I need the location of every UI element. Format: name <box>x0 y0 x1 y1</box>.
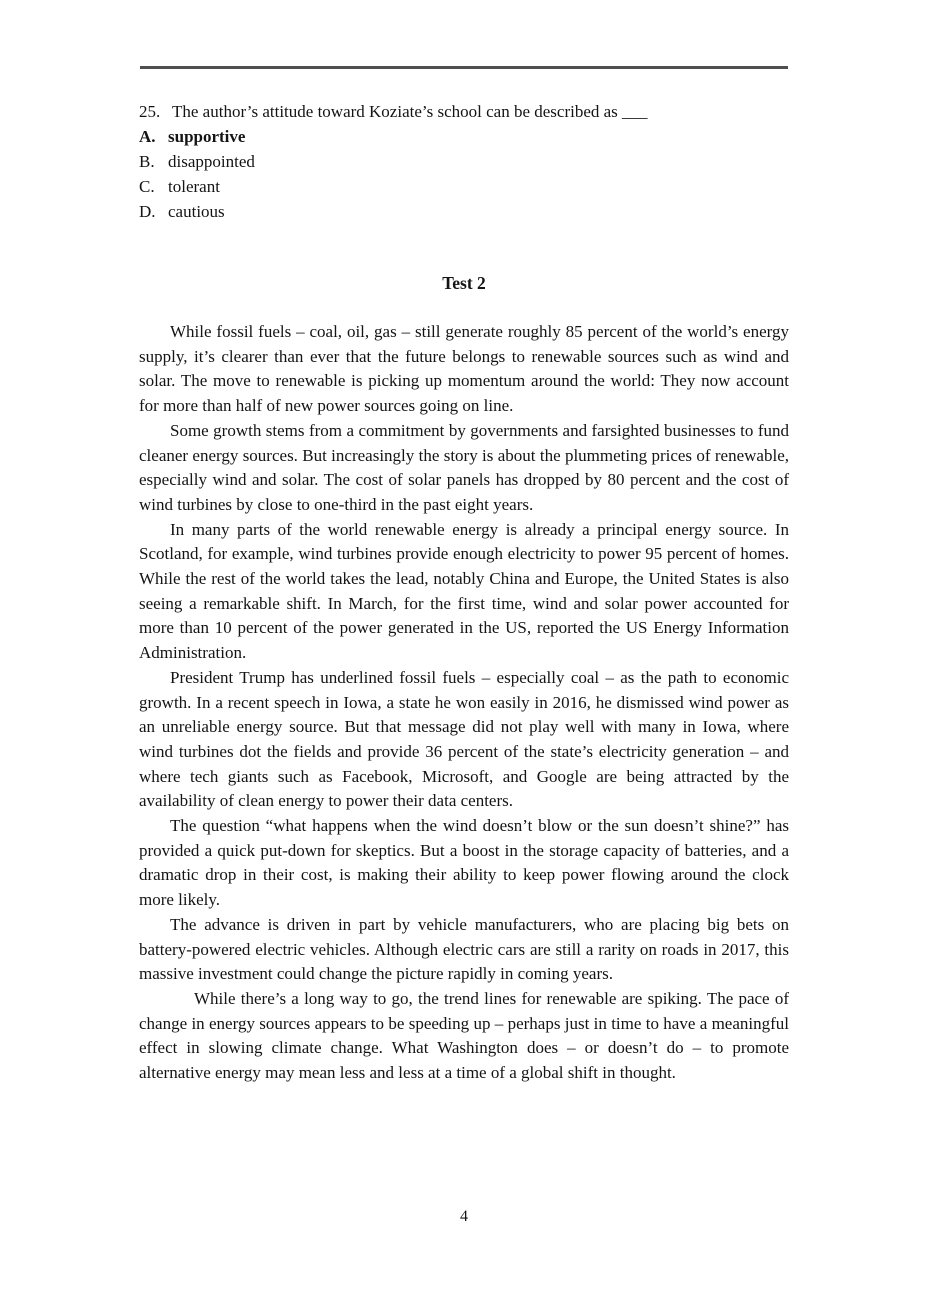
option-d-label: cautious <box>168 202 225 221</box>
passage-paragraph-1: While fossil fuels – coal, oil, gas – still generate roughly 85 percent of the world’s energy supply, it’s clearer than ever that the future belongs to renewable sources such as wind and solar. The move to renewable is picking up momentum around the world: They now account for more than half of new power sources going on line. <box>139 322 789 416</box>
passage-paragraph-2: Some growth stems from a commitment by governments and farsighted businesses to fund cleaner energy sources. But increasingly the story is about the plummeting prices of renewable, especially wind and solar. The cost of solar panels has dropped by 80 percent and the cost of wind turbines by close to one-third in the past eight years. <box>139 420 789 514</box>
option-a-label: supportive <box>168 127 246 146</box>
option-b-label: disappointed <box>168 152 255 171</box>
option-c <box>139 174 789 199</box>
passage-paragraph-4: President Trump has underlined fossil fuels – especially coal – as the path to economic growth. In a recent speech in Iowa, a state he won easily in 2016, he dismissed wind power as an unreliable energy source. But that message did not play well with many in Iowa, where wind turbines dot the fields and provide 36 percent of the state’s electricity generation – and where tech giants such as Facebook, Microsoft, and Google are being attracted by the availability of clean energy to power their data centers. <box>139 667 789 811</box>
passage-paragraph-7: While there’s a long way to go, the trend lines for renewable are spiking. The pace of change in energy sources appears to be speeding up – perhaps just in time to have a meaningful effect in slowing climate change. What Washington does – or doesn’t do – to promote alternative energy may mean less and less at a time of a global shift in thought. <box>139 988 789 1083</box>
option-a <box>139 124 789 149</box>
page-content <box>139 99 789 1086</box>
passage-paragraph-3: In many parts of the world renewable energy is already a principal energy source. In Scotland, for example, wind turbines provide enough electricity to power 95 percent of homes. While the rest of the world takes the lead, notably China and Europe, the United States is also seeing a remarkable shift. In March, for the first time, wind and solar power accounted for more than 10 percent of the power generated in the US, reported the US Energy Information Administration. <box>139 519 789 663</box>
option-b-letter: B. <box>139 152 155 171</box>
question-25 <box>139 99 789 124</box>
page-number: 4 <box>460 1208 468 1225</box>
option-d-letter: D. <box>139 202 156 221</box>
option-c-letter: C. <box>139 177 155 196</box>
question-text: The author’s attitude toward Koziate’s school can be described as ___ <box>172 102 648 121</box>
section-title: Test 2 <box>442 273 486 293</box>
option-c-label: tolerant <box>168 177 220 196</box>
answer-options <box>139 124 789 224</box>
option-a-letter: A. <box>139 127 156 146</box>
reading-passage <box>139 320 789 1086</box>
option-d <box>139 199 789 224</box>
question-number: 25. <box>139 102 161 121</box>
passage-paragraph-5: The question “what happens when the wind doesn’t blow or the sun doesn’t shine?” has provided a quick put-down for skeptics. But a boost in the storage capacity of batteries, and a dramatic drop in their cost, is making their ability to keep power flowing around the clock more likely. <box>139 816 789 910</box>
header-divider <box>140 66 788 69</box>
passage-paragraph-6: The advance is driven in part by vehicle manufacturers, who are placing big bets on battery-powered electric vehicles. Although electric cars are still a rarity on roads in 2017, this massive investment could change the picture rapidly in coming years. <box>139 914 789 984</box>
option-b <box>139 149 789 174</box>
